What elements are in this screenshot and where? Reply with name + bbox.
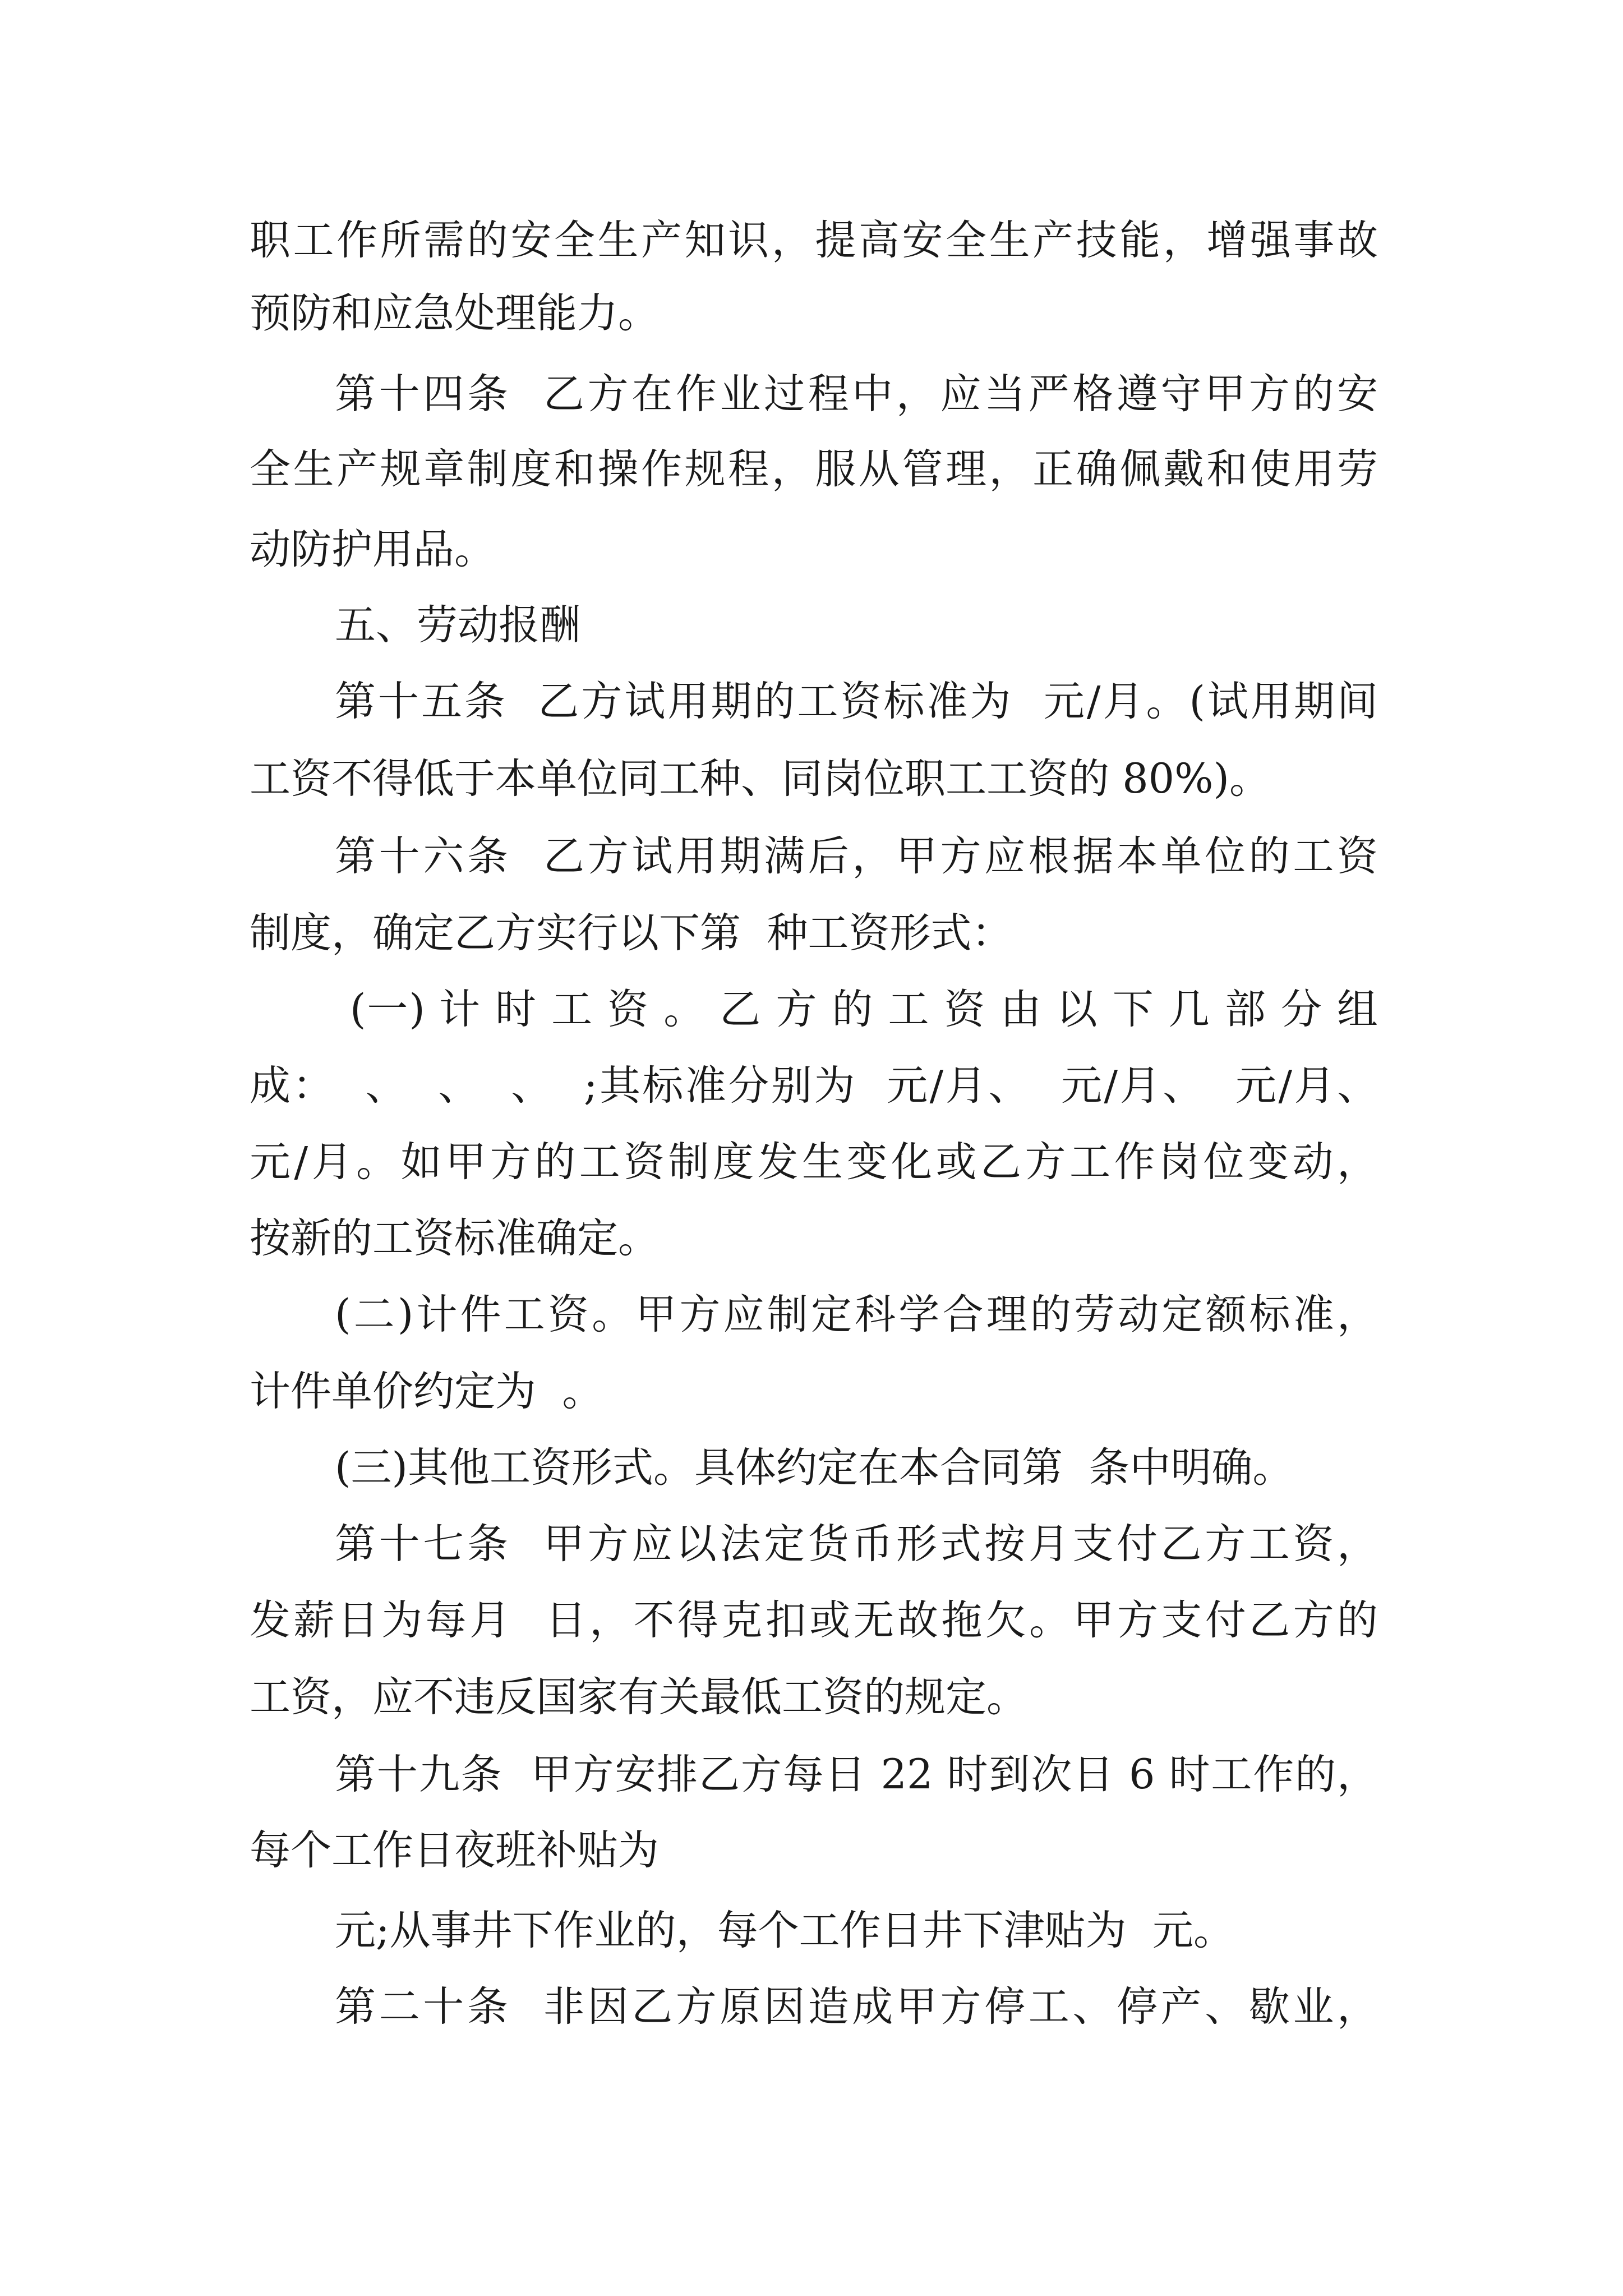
text-line: 制度，确定乙方实行以下第 种工资形式： xyxy=(250,909,1013,957)
clause-17-heading-line: 第十七条 甲方应以法定货币形式按月支付乙方工资， xyxy=(335,1520,1378,1568)
text-line: (三)其他工资形式。具体约定在本合同第 条中明确。 xyxy=(335,1444,1294,1492)
text-line: 计件单价约定为 。 xyxy=(250,1368,603,1415)
clause-20-heading-line: 第二十条 非因乙方原因造成甲方停工、停产、歇业， xyxy=(335,1983,1378,2031)
text-line: 工资不得低于本单位同工种、同岗位职工工资的 80%)。 xyxy=(250,755,1270,803)
text-line: 职工作所需的安全生产知识，提高安全生产技能，增强事故 xyxy=(250,217,1378,264)
clause-16-heading-line: 第十六条 乙方试用期满后，甲方应根据本单位的工资 xyxy=(335,832,1378,880)
text-line: (二)计件工资。甲方应制定科学合理的劳动定额标准， xyxy=(335,1291,1378,1338)
text-line: 发薪日为每月 日，不得克扣或无故拖欠。甲方支付乙方的 xyxy=(250,1596,1378,1644)
text-line: 每个工作日夜班补贴为 xyxy=(250,1826,659,1874)
text-line: 元;从事井下作业的，每个工作日井下津贴为 元。 xyxy=(335,1907,1235,1954)
clause-15-heading-line: 第十五条 乙方试用期的工资标准为 元/月。(试用期间 xyxy=(335,678,1378,725)
clause-14-heading-line: 第十四条 乙方在作业过程中，应当严格遵守甲方的安 xyxy=(335,370,1378,418)
text-line: 工资，应不违反国家有关最低工资的规定。 xyxy=(250,1673,1027,1721)
text-line: (一) 计 时 工 资 。 乙 方 的 工 资 由 以 下 几 部 分 组 xyxy=(350,986,1378,1033)
clause-19-heading-line: 第十九条 甲方安排乙方每日 22 时到次日 6 时工作的， xyxy=(335,1751,1378,1798)
text-line: 动防护用品。 xyxy=(250,526,495,573)
text-line: 预防和应急处理能力。 xyxy=(250,289,659,337)
text-line: 按新的工资标准确定。 xyxy=(250,1214,659,1262)
section-heading: 五、劳动报酬 xyxy=(335,601,580,649)
text-line: 成： 、 、 、 ;其标准分别为 元/月、 元/月、 元/月、 xyxy=(250,1062,1378,1110)
text-line: 全生产规章制度和操作规程，服从管理，正确佩戴和使用劳 xyxy=(250,445,1378,493)
text-line: 元/月。如甲方的工资制度发生变化或乙方工作岗位变动， xyxy=(250,1138,1378,1186)
